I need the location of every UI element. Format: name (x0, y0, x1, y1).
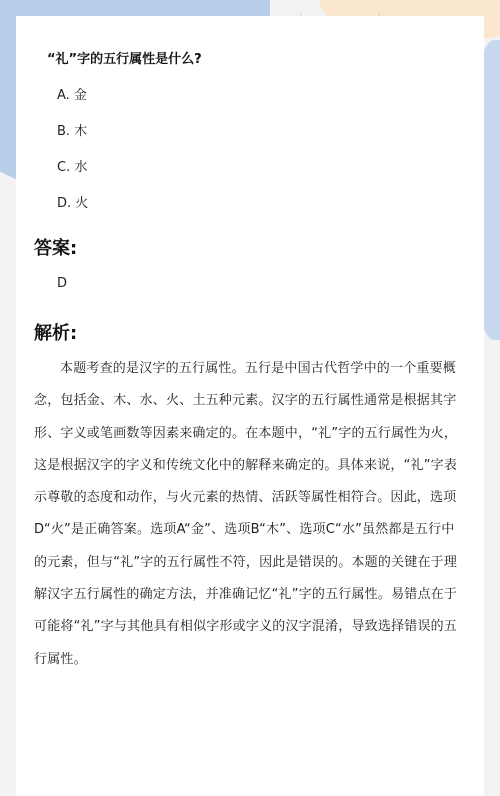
analysis-paragraph: 本题考查的是汉字的五行属性。五行是中国古代哲学中的一个重要概念，包括金、木、水、火、土五种元素。汉字的五行属性通常是根据其字形、字义或笔画数等因素来确定的。在本题中，“礼”字的五行属性为火，这是根据汉字的字义和传统文化中的解释来确定的。具体来说，“礼”字表示尊敬的态度和动作，与火元素的热情、活跃等属性相符合。因此，选项D“火”是正确答案。选项A“金”、选项B“木”、选项C“水”虽然都是五行中的元素，但与“礼”字的五行属性不符，因此是错误的。本题的关键在于理解汉字五行属性的确定方法，并准确记忆“礼”字的五行属性。易错点在于可能将“礼”字与其他具有相似字形或字义的汉字混淆，导致选择错误的五行属性。 (34, 361, 458, 667)
analysis-heading: 解析: (34, 323, 78, 344)
option-d: D. 火 (57, 196, 89, 211)
answer-value: D (57, 276, 68, 291)
answer-heading: 答案: (34, 238, 78, 259)
option-c: C. 水 (57, 160, 88, 175)
option-a: A. 金 (57, 88, 87, 103)
option-b: B. 木 (57, 124, 88, 139)
question-text: “礼”字的五行属性是什么? (47, 52, 202, 67)
